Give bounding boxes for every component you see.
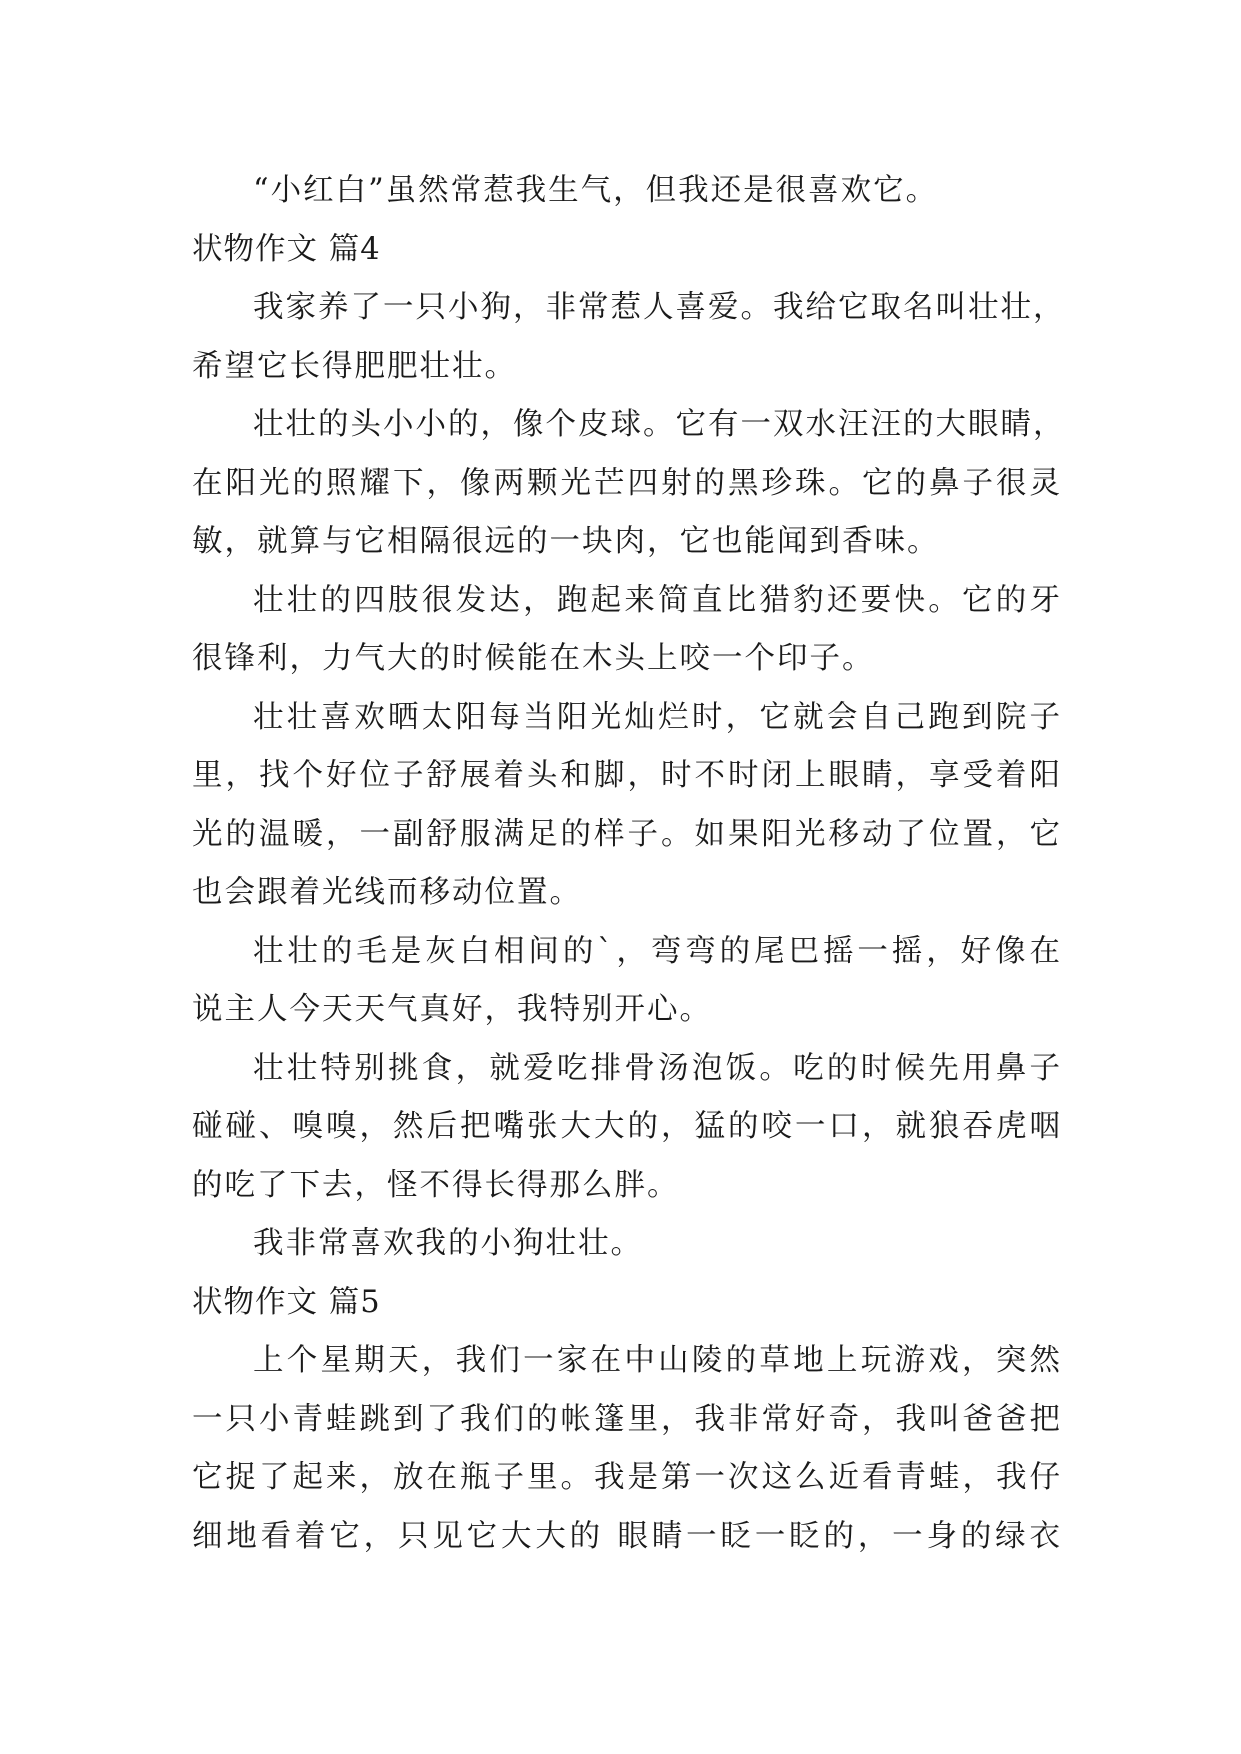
paragraph-line: 它捉了起来，放在瓶子里。我是第一次这么近看青蛙，我仔 <box>192 1460 1062 1495</box>
paragraph-line: 壮壮的毛是灰白相间的`，弯弯的尾巴摇一摇，好像在 <box>253 933 1062 969</box>
paragraph-line: 一只小青蛙跳到了我们的帐篷里，我非常好奇，我叫爸爸把 <box>192 1401 1062 1437</box>
paragraph-line: 壮壮特别挑食，就爱吃排骨汤泡饭。吃的时候先用鼻子 <box>253 1050 1062 1086</box>
paragraph-line: 我非常喜欢我的小狗壮壮。 <box>253 1226 643 1261</box>
paragraph-line: 壮壮的四肢很发达，跑起来简直比猎豹还要快。它的牙 <box>253 582 1062 618</box>
paragraph-line: 上个星期天，我们一家在中山陵的草地上玩游戏，突然 <box>253 1343 1062 1378</box>
paragraph-line: 光的温暖，一副舒服满足的样子。如果阳光移动了位置，它 <box>192 816 1062 852</box>
paragraph-line: 里，找个好位子舒展着头和脚，时不时闭上眼睛，享受着阳 <box>192 758 1062 793</box>
paragraph-line: 碰碰、嗅嗅，然后把嘴张大大的，猛的咬一口，就狼吞虎咽 <box>192 1109 1062 1144</box>
paragraph-line: 的吃了下去，怪不得长得那么胖。 <box>192 1167 680 1203</box>
paragraph-line: 敏，就算与它相隔很远的一块肉，它也能闻到香味。 <box>192 524 940 559</box>
paragraph-line: 说主人今天天气真好，我特别开心。 <box>192 992 712 1027</box>
section-heading: 状物作文 篇5 <box>192 1284 381 1320</box>
paragraph-line: 我家养了一只小狗，非常惹人喜爱。我给它取名叫壮壮， <box>253 290 1066 325</box>
paragraph-line: 也会跟着光线而移动位置。 <box>192 875 582 910</box>
paragraph-line: 很锋利，力气大的时候能在木头上咬一个印子。 <box>192 641 875 676</box>
paragraph-line: 壮壮的头小小的，像个皮球。它有一双水汪汪的大眼睛， <box>253 407 1066 442</box>
paragraph-line: “小红白”虽然常惹我生气，但我还是很喜欢它。 <box>253 173 939 208</box>
document-page <box>192 162 1066 1566</box>
section-heading: 状物作文 篇4 <box>192 231 381 267</box>
paragraph-line: 在阳光的照耀下，像两颗光芒四射的黑珍珠。它的鼻子很灵 <box>192 465 1062 501</box>
paragraph-line: 希望它长得肥肥壮壮。 <box>192 348 517 384</box>
paragraph-line: 壮壮喜欢晒太阳每当阳光灿烂时，它就会自己跑到院子 <box>253 699 1062 735</box>
paragraph-line: 细地看着它，只见它大大的 眼睛一眨一眨的，一身的绿衣 <box>192 1518 1062 1554</box>
